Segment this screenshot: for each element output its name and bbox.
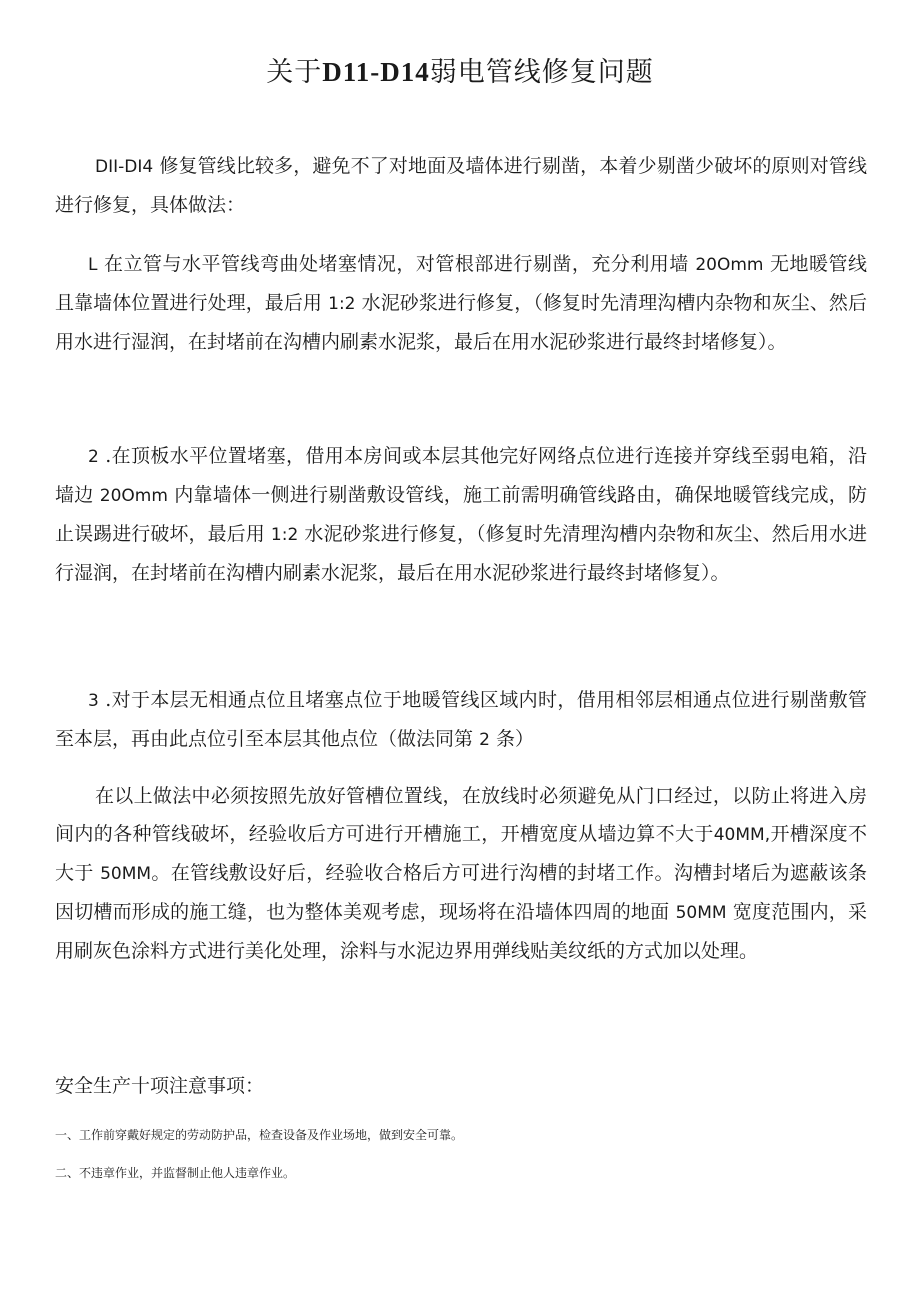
item-1-part-1: 在立管与水平管线弯曲处堵塞情况，对管根部进行剔凿，充分利用墙 xyxy=(104,253,689,275)
intro-paragraph xyxy=(55,147,867,224)
item-1-paragraph xyxy=(55,245,867,361)
item-1-part-3: 水泥砂浆进行修复，（修复时先清理沟槽内杂物和灰尘、然后用水进行湿润，在封堵前在沟槽内刷素水泥浆，最后在用水泥砂浆进行最终封堵修复）。 xyxy=(55,292,867,353)
item-1-ratio: 1:2 xyxy=(328,294,356,314)
closing-part-2: 开槽深度不大于 xyxy=(55,823,867,884)
title-prefix: 关于 xyxy=(266,57,323,88)
item-2-marker: 2 xyxy=(88,447,99,467)
item-1-part-2: 无地暖管线且靠墙体位置进行处理，最后用 xyxy=(55,253,867,314)
closing-paragraph xyxy=(55,777,867,970)
item-2-measure: 20Omm xyxy=(99,486,168,506)
item-3-paragraph xyxy=(55,681,867,759)
intro-lead: DII-DI4 xyxy=(95,157,154,177)
item-1-measure: 20Omm xyxy=(695,255,764,275)
title-code: D11-D14 xyxy=(322,57,430,87)
document-title xyxy=(0,52,920,93)
item-2-part-3: 水泥砂浆进行修复，（修复时先清理沟槽内杂物和灰尘、然后用水进行湿润，在封堵前在沟槽内刷素水泥浆，最后在用水泥砂浆进行最终封堵修复）。 xyxy=(55,523,867,584)
closing-band-width: 50MM xyxy=(675,903,727,923)
item-2-part-1: .在顶板水平位置堵塞，借用本房间或本层其他完好网络点位进行连接并穿线至弱电箱，沿墙边 xyxy=(55,445,867,506)
item-2-ratio: 1:2 xyxy=(270,525,299,545)
item-2-paragraph xyxy=(55,437,867,592)
item-3-num: 2 xyxy=(479,730,490,750)
closing-part-4: 宽度范围内，采用刷灰色涂料方式进行美化处理，涂料与水泥边界用弹线贴美纹纸的方式加以处理。 xyxy=(55,901,867,962)
title-suffix: 弱电管线修复问题 xyxy=(429,57,654,88)
item-3-marker: 3 xyxy=(88,691,99,711)
safety-item-1: 一、工作前穿戴好规定的劳动防护品，检查设备及作业场地，做到安全可靠。 xyxy=(55,1128,464,1142)
closing-depth-limit: 50MM xyxy=(100,864,152,884)
safety-heading: 安全生产十项注意事项： xyxy=(55,1075,265,1097)
item-3-part-1: .对于本层无相通点位且堵塞点位于地暖管线区域内时，借用相邻层相通点位进行剔凿敷管至本层，再由此点位引至本层其他点位（做法同第 xyxy=(55,689,867,750)
closing-part-1: 在以上做法中必须按照先放好管槽位置线，在放线时必须避免从门口经过，以防止将进入房间内的各种管线破坏，经验收后方可进行开槽施工，开槽宽度从墙边算不大于 xyxy=(55,785,867,845)
item-2-part-2: 内靠墙体一侧进行剔凿敷设管线，施工前需明确管线路由，确保地暖管线完成，防止误踢进行破坏，最后用 xyxy=(55,484,867,545)
closing-part-3: 。在管线敷设好后，经验收合格后方可进行沟槽的封堵工作。沟槽封堵后为遮蔽该条因切槽而形成的施工缝，也为整体美观考虑，现场将在沿墙体四周的地面 xyxy=(55,862,867,923)
item-1-marker: L xyxy=(88,255,98,275)
closing-width-limit: 40MM, xyxy=(713,825,771,845)
intro-text: 修复管线比较多，避免不了对地面及墙体进行剔凿，本着少剔凿少破坏的原则对管线进行修复，具体做法： xyxy=(55,155,867,216)
safety-item-2: 二、不违章作业，并监督制止他人违章作业。 xyxy=(55,1166,296,1180)
item-3-part-2: 条） xyxy=(495,728,534,750)
